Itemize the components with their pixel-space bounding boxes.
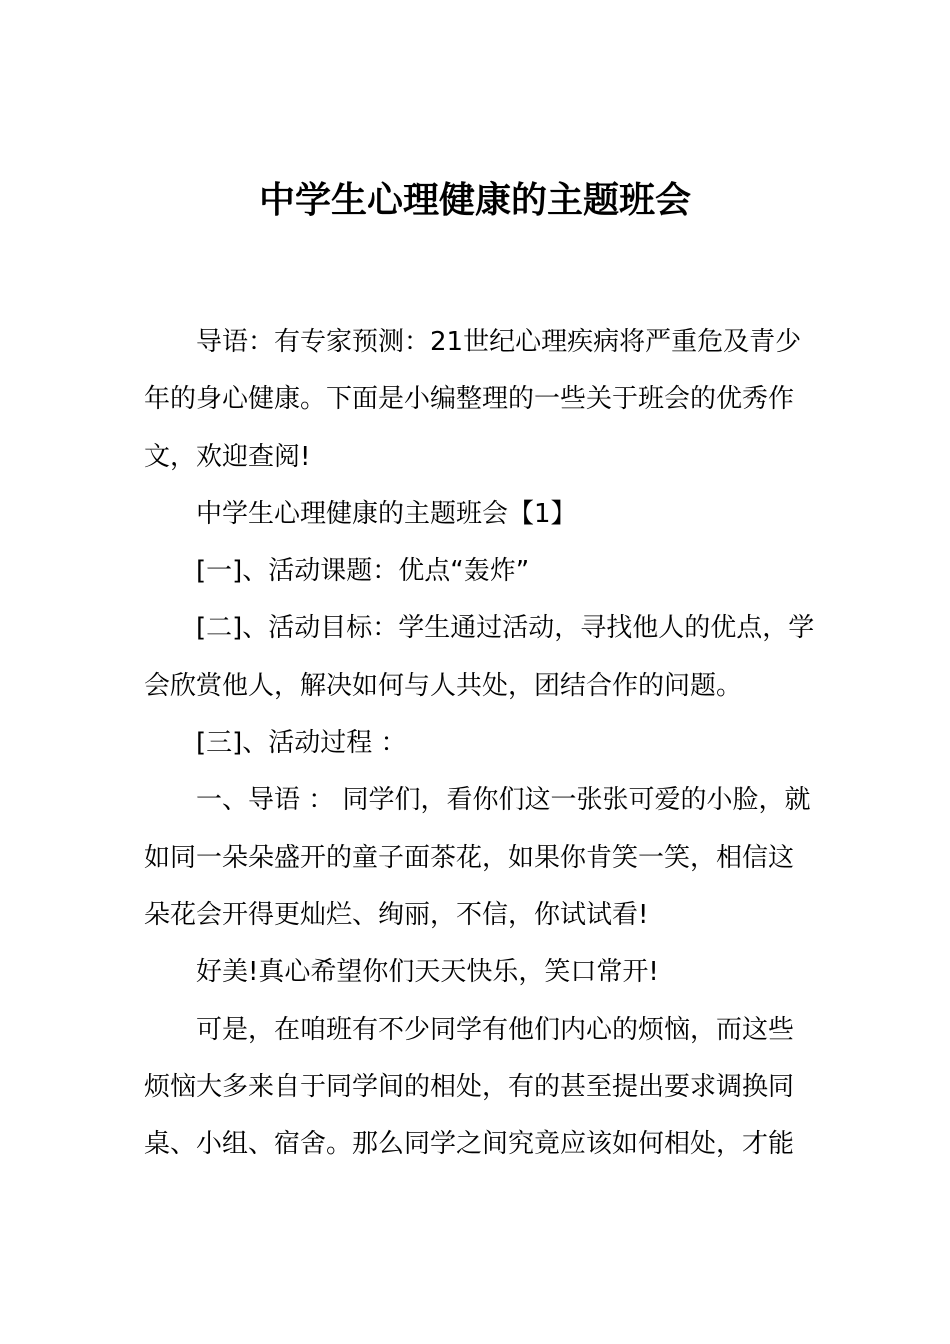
paragraph-line: 朵花会开得更灿烂、绚丽，不信，你试试看! <box>144 899 649 930</box>
paragraph-line: [一]、活动课题：优点“轰炸” <box>196 556 530 587</box>
paragraph-line: 可是，在咱班有不少同学有他们内心的烦恼，而这些 <box>196 1014 795 1045</box>
paragraph-line: 桌、小组、宿舍。那么同学之间究竟应该如何相处，才能 <box>144 1129 795 1160</box>
paragraph-line: 如同一朵朵盛开的童子面茶花，如果你肯笑一笑，相信这 <box>144 842 795 873</box>
paragraph-line: 导语：有专家预测：21世纪心理疾病将严重危及青少 <box>196 327 802 357</box>
paragraph-line: 烦恼大多来自于同学间的相处，有的甚至提出要求调换同 <box>144 1071 795 1102</box>
paragraph-line: [三]、活动过程 ： <box>196 728 407 759</box>
paragraph-line: 一、导语 ： 同学们，看你们这一张张可爱的小脸，就 <box>196 785 811 816</box>
document-title: 中学生心理健康的主题班会 <box>258 180 691 221</box>
paragraph-line: 好美!真心希望你们天天快乐，笑口常开! <box>196 957 659 988</box>
section-heading: 中学生心理健康的主题班会【1】 <box>196 498 577 529</box>
document-body <box>144 314 815 1173</box>
paragraph-line: 年的身心健康。下面是小编整理的一些关于班会的优秀作 <box>144 384 795 415</box>
paragraph-line: [二]、活动目标：学生通过活动，寻找他人的优点，学 <box>196 613 815 644</box>
paragraph-line: 文，欢迎查阅! <box>144 441 311 472</box>
paragraph-line: 会欣赏他人，解决如何与人共处，团结合作的问题。 <box>144 670 743 701</box>
